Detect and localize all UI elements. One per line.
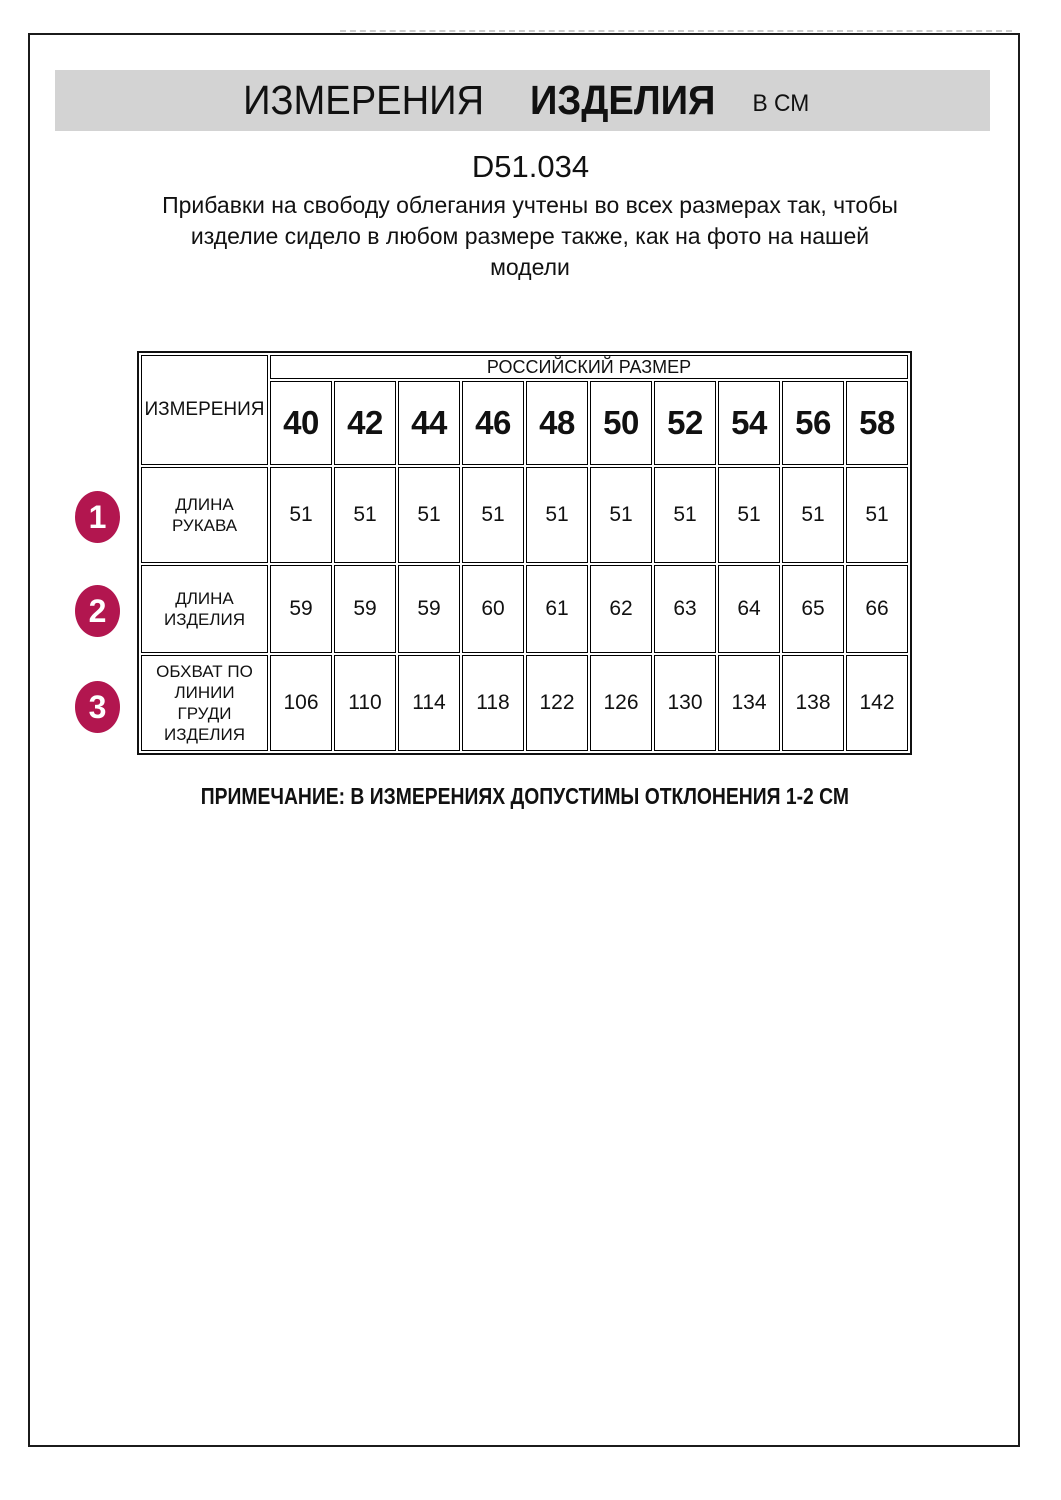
value-cell: 110	[334, 655, 396, 751]
value-cell: 51	[270, 467, 332, 563]
row-label-line: ДЛИНА	[175, 589, 234, 608]
size-header-cell: 54	[718, 381, 780, 465]
value-cell: 51	[462, 467, 524, 563]
table-row-product-length	[141, 565, 908, 653]
row-label-line: ОБХВАТ ПО	[156, 662, 253, 681]
value-cell: 61	[526, 565, 588, 653]
fit-description-line: модели	[490, 254, 570, 280]
row-label	[141, 565, 268, 653]
value-cell: 63	[654, 565, 716, 653]
value-cell: 51	[846, 467, 908, 563]
value-cell: 59	[270, 565, 332, 653]
value-cell: 122	[526, 655, 588, 751]
title-unit-cm: В СМ	[752, 89, 810, 117]
badge-number: 1	[88, 498, 107, 535]
value-cell: 59	[334, 565, 396, 653]
fit-description-line: изделие сидело в любом размере также, как на фото на нашей	[190, 223, 870, 249]
fit-description-line: Прибавки на свободу облегания учтены во всех размерах так, чтобы	[162, 192, 898, 218]
title-product: ИЗДЕЛИЯ	[530, 77, 716, 123]
value-cell: 51	[654, 467, 716, 563]
fit-description	[130, 190, 930, 283]
value-cell: 51	[398, 467, 460, 563]
row-label-line: ЛИНИИ	[174, 683, 235, 702]
value-cell: 66	[846, 565, 908, 653]
value-cell: 62	[590, 565, 652, 653]
value-cell: 106	[270, 655, 332, 751]
badge-number: 3	[88, 688, 107, 725]
size-header-cell: 58	[846, 381, 908, 465]
row-label-line: ИЗДЕЛИЯ	[164, 610, 245, 629]
value-cell: 126	[590, 655, 652, 751]
value-cell: 142	[846, 655, 908, 751]
title-band	[55, 70, 990, 131]
row-label	[141, 467, 268, 563]
value-cell: 51	[782, 467, 844, 563]
value-cell: 118	[462, 655, 524, 751]
size-header-cell: 42	[334, 381, 396, 465]
russian-size-header-cell: РОССИЙСКИЙ РАЗМЕР	[270, 355, 908, 379]
size-header-cell: 52	[654, 381, 716, 465]
row-label-line: ИЗДЕЛИЯ	[164, 725, 245, 744]
value-cell: 60	[462, 565, 524, 653]
measurements-corner-cell: ИЗМЕРЕНИЯ	[141, 355, 268, 465]
value-cell: 138	[782, 655, 844, 751]
size-header-cell: 46	[462, 381, 524, 465]
top-dashed-line	[340, 30, 1012, 32]
tolerance-note-text: ПРИМЕЧАНИЕ: В ИЗМЕРЕНИЯХ ДОПУСТИМЫ ОТКЛОНЕНИЯ 1-2 СМ	[200, 783, 849, 809]
row-label-line: РУКАВА	[171, 516, 238, 535]
size-header-cell: 48	[526, 381, 588, 465]
row-label	[141, 655, 268, 751]
tolerance-note	[137, 783, 912, 810]
table-row-chest-girth	[141, 655, 908, 751]
badge-number: 2	[88, 592, 107, 629]
value-cell: 59	[398, 565, 460, 653]
size-header-cell: 56	[782, 381, 844, 465]
value-cell: 51	[526, 467, 588, 563]
size-table	[137, 351, 912, 755]
size-header-cell: 50	[590, 381, 652, 465]
model-number: D51.034	[471, 149, 590, 184]
value-cell: 130	[654, 655, 716, 751]
row-label-line: ДЛИНА	[175, 495, 234, 514]
table-row-sleeve-length	[141, 467, 908, 563]
row-number-badge-1	[75, 491, 120, 543]
row-number-badge-2	[75, 585, 120, 637]
value-cell: 134	[718, 655, 780, 751]
value-cell: 51	[334, 467, 396, 563]
row-number-badge-3	[75, 681, 120, 733]
value-cell: 51	[718, 467, 780, 563]
value-cell: 51	[590, 467, 652, 563]
table-group-header-row	[141, 355, 908, 379]
row-label-line: ГРУДИ	[177, 704, 232, 723]
size-header-cell: 40	[270, 381, 332, 465]
value-cell: 65	[782, 565, 844, 653]
size-header-cell: 44	[398, 381, 460, 465]
title-measurements: ИЗМЕРЕНИЯ	[243, 77, 485, 123]
value-cell: 64	[718, 565, 780, 653]
value-cell: 114	[398, 655, 460, 751]
